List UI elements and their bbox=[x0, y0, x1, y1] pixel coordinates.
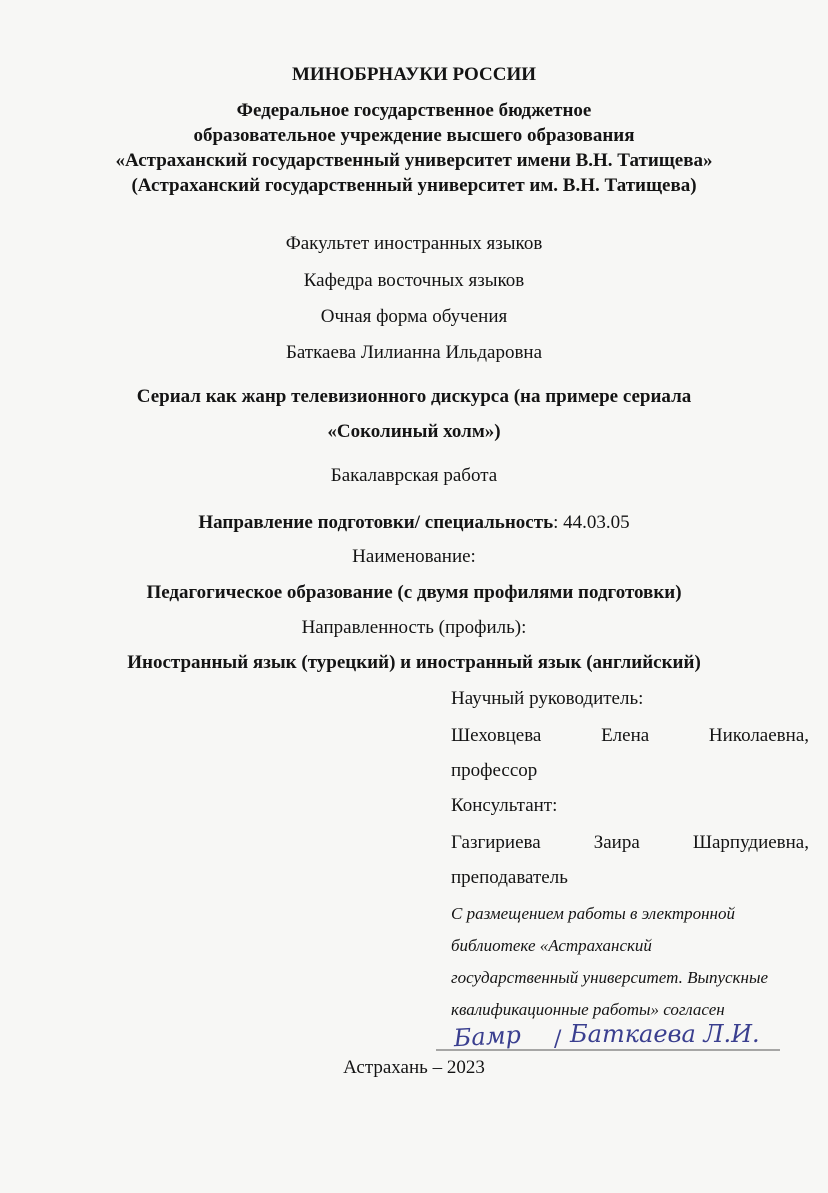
direction-value: : 44.03.05 bbox=[553, 512, 630, 533]
supervisor-patronymic: Николаевна, bbox=[708, 725, 809, 746]
department: Кафедра восточных языков bbox=[303, 270, 525, 291]
author-name: Баткаева Лилианна Ильдаровна bbox=[285, 342, 543, 363]
supervisor-label: Научный руководитель: bbox=[451, 688, 644, 709]
consultant-position: преподаватель bbox=[451, 867, 568, 888]
supervisor-surname: Шеховцева bbox=[451, 725, 542, 746]
signature-mark: Бамр bbox=[453, 1020, 522, 1053]
profile-value: Иностранный язык (турецкий) и иностранный язык (английский) bbox=[127, 652, 701, 673]
consultant-surname: Газгириева bbox=[451, 832, 541, 853]
faculty: Факультет иностранных языков bbox=[285, 233, 543, 254]
work-type: Бакалаврская работа bbox=[330, 465, 498, 486]
profile-label: Направленность (профиль): bbox=[301, 617, 527, 638]
thesis-title-line-2: «Соколиный холм») bbox=[327, 421, 501, 442]
naming-value: Педагогическое образование (с двумя профилями подготовки) bbox=[146, 582, 682, 603]
supervisor-first-name: Елена bbox=[601, 725, 650, 746]
consent-line-2: библиотеке «Астраханский bbox=[451, 936, 652, 955]
consent-line-3: государственный университет. Выпускные bbox=[451, 968, 768, 987]
institution-line-4: (Астраханский государственный университет им. В.Н. Татищева) bbox=[131, 175, 697, 196]
direction-label: Направление подготовки/ специальность bbox=[198, 512, 554, 533]
signature-name: Баткаева Л.И. bbox=[570, 1020, 760, 1048]
study-form: Очная форма обучения bbox=[320, 306, 508, 327]
naming-label: Наименование: bbox=[352, 546, 476, 567]
consultant-patronymic: Шарпудиевна, bbox=[692, 832, 809, 853]
consultant-name bbox=[451, 832, 809, 854]
consent-line-4: квалификационные работы» согласен bbox=[451, 1000, 725, 1019]
direction-line bbox=[0, 512, 828, 534]
institution-line-3: «Астраханский государственный университет имени В.Н. Татищева» bbox=[115, 150, 713, 171]
consultant-first-name: Заира bbox=[593, 832, 640, 853]
signature-separator: / bbox=[554, 1027, 562, 1052]
consent-line-1: С размещением работы в электронной bbox=[451, 904, 735, 923]
institution-line-2: образовательное учреждение высшего образования bbox=[193, 125, 635, 146]
thesis-title-line-1: Сериал как жанр телевизионного дискурса (на примере сериала bbox=[136, 386, 692, 407]
supervisor-position: профессор bbox=[451, 760, 538, 781]
supervisor-name bbox=[451, 725, 809, 747]
ministry-heading: МИНОБРНАУКИ РОССИИ bbox=[291, 64, 537, 85]
city-year: Астрахань – 2023 bbox=[343, 1057, 485, 1078]
handwritten-signature bbox=[436, 1012, 780, 1058]
institution-line-1: Федеральное государственное бюджетное bbox=[236, 100, 592, 121]
consultant-label: Консультант: bbox=[451, 795, 558, 816]
